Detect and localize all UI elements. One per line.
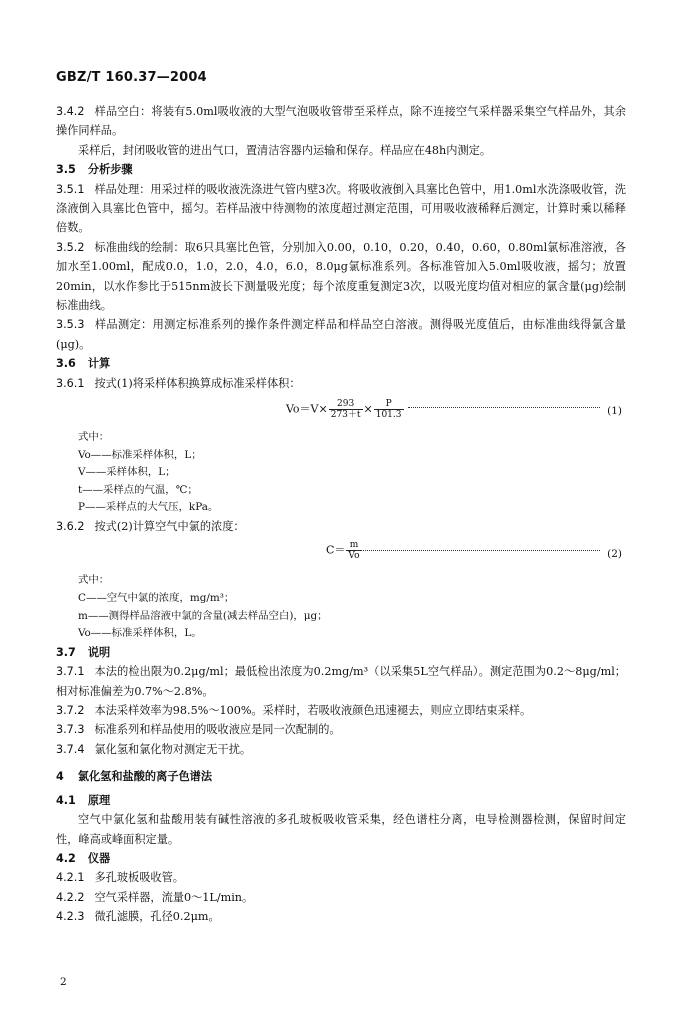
clause-paragraph [56,720,626,739]
formula-1-times: × [363,402,373,416]
clause-paragraph [56,374,626,393]
clause-text: 标准系列和样品使用的吸收液应是同一次配制的。 [94,723,341,737]
clause-text: 微孔滤膜，孔径0.2μm。 [94,910,220,924]
clause-paragraph [56,888,626,907]
formula-2-variable-definition: Vo——标准采样体积，L。 [78,627,202,640]
fraction-denominator: Vo [348,551,360,562]
formula-1-variable-definition: Vo——标准采样体积，L； [78,448,202,461]
formula-1-variable-definition: P——采样点的大气压，kPa。 [78,501,219,514]
document-body [56,102,626,927]
section-title: 原理 [87,793,111,807]
body-paragraph: 空气中氯化氢和盐酸用装有碱性溶液的多孔玻板吸收管采集，经色谱柱分离，电导检测器检测，保留时间定性，峰高或峰面积定量。 [56,813,626,846]
clause-paragraph [56,102,626,141]
formula-1-equation-number: (1) [607,405,622,418]
clause-text: 按式(1)将采样体积换算成标准采样体积： [94,376,301,390]
section-number: 3.7 [56,645,76,659]
body-paragraph: 采样后，封闭吸收管的进出气口，置清洁容器内运输和保存。样品应在48h内测定。 [78,143,492,157]
formula-1 [56,393,626,427]
clause-paragraph [56,662,626,701]
formula-1-variable-definition: t——采样点的气温，℃； [78,483,198,496]
section-title: 氯化氢和盐酸的离子色谱法 [77,770,213,784]
section-number: 4.1 [56,793,76,807]
fraction-denominator: 101.3 [375,410,402,421]
clause-paragraph [56,740,626,759]
standard-code-header: GBZ/T 160.37—2004 [56,70,207,85]
formula-1-leader-dots [408,407,600,408]
clause-text: 本法的检出限为0.2μg/ml；最低检出浓度为0.2mg/m³（以采集5L空气样品）。测定范围为0.2～8μg/ml；相对标准偏差为0.7%～2.8%。 [56,665,626,698]
clause-text: 样品处理：用采过样的吸收液洗涤进气管内壁3次。将吸收液倒入具塞比色管中，用1.0ml水洗涤吸收管，洗涤液倒入具塞比色管中，摇匀。若样品液中待测物的浓度超过测定范围，可用吸收液稀释后测定，计算时乘以稀释倍数。 [56,182,626,235]
formula-1-where-label: 式中： [78,431,110,444]
clause-number: 3.6.1 [56,376,85,390]
clause-text: 空气采样器，流量0～1L/min。 [94,890,254,904]
clause-number: 3.7.2 [56,704,85,718]
clause-number: 3.6.2 [56,520,85,534]
section-title: 分析步骤 [87,163,133,177]
clause-number: 3.5.2 [56,240,85,254]
clause-text: 多孔玻板吸收管。 [94,871,184,885]
section-heading [56,791,626,810]
clause-paragraph [56,868,626,887]
formula-2-where-label: 式中： [78,574,110,587]
clause-text: 氯化氢和氯化物对测定无干扰。 [94,742,252,756]
formula-2-lhs: C＝ [326,543,346,557]
section-heading [56,643,626,662]
section-heading [56,849,626,868]
formula-2-variable-definition: C——空气中氯的浓度，mg/m³； [78,592,235,605]
formula-2-variable-definition: m——测得样品溶液中氯的含量(减去样品空白)，μg； [78,609,328,622]
clause-number: 3.7.3 [56,723,85,737]
clause-paragraph [56,315,626,354]
section-number: 3.5 [56,163,76,177]
section-title: 计算 [87,357,111,371]
clause-text: 样品测定：用测定标准系列的操作条件测定样品和样品空白溶液。测得吸光度值后，由标准曲线得氯含量(μg)。 [56,318,626,351]
formula-1-variable-definition: V——采样体积，L； [78,466,176,479]
section-title: 说明 [87,645,111,659]
clause-number: 4.2.2 [56,890,85,904]
section-heading [56,160,626,179]
section-number: 3.6 [56,357,76,371]
clause-number: 4.2.3 [56,910,85,924]
section-title: 仪器 [87,851,111,865]
fraction-numerator: 293 [329,399,363,410]
clause-number: 3.5.3 [56,318,85,332]
section-heading [56,354,626,373]
fraction-numerator: P [374,399,404,410]
fraction-numerator: m [346,540,361,551]
section-number: 4 [56,770,64,784]
clause-number: 3.5.1 [56,182,85,196]
clause-paragraph [56,180,626,238]
clause-text: 标准曲线的绘制：取6只具塞比色管，分别加入0.00，0.10，0.20，0.40，0.60，0.80ml氯标准溶液，各加水至1.00ml，配成0.0，1.0，2.0，4.0，6.0，8.0μg氯标准系列。各标准管加入5.0ml吸收液，摇匀；放置20min，以水作参比于515nm波长下测量吸光度；每个浓度重复测定3次，以吸光度均值对相应的氯含量(μg)绘制标准曲线。 [56,240,626,313]
formula-1-fraction-temp [329,399,363,420]
formula-1-fraction-pressure [374,399,404,420]
clause-paragraph [56,701,626,720]
fraction-denominator: 273＋t [330,410,361,421]
formula-1-expression [286,399,405,420]
section-number: 4.2 [56,851,76,865]
clause-text: 样品空白：将装有5.0ml吸收液的大型气泡吸收管带至采样点，除不连接空气采样器采集空气样品外，其余操作同样品。 [56,105,626,138]
section-heading [56,767,626,786]
formula-2-equation-number: (2) [607,548,622,561]
clause-text: 按式(2)计算空气中氯的浓度： [94,520,245,534]
formula-1-lhs: Vo＝V× [286,402,328,416]
page-number: 2 [60,976,67,988]
clause-paragraph [56,517,626,536]
clause-paragraph [56,238,626,316]
clause-number: 4.2.1 [56,871,85,885]
clause-text: 本法采样效率为98.5%～100%。采样时，若吸收液颜色迅速褪去，则应立即结束采样。 [94,704,532,718]
clause-number: 3.4.2 [56,105,85,118]
clause-number: 3.7.4 [56,742,85,756]
clause-number: 3.7.1 [56,665,85,679]
clause-paragraph [56,907,626,926]
formula-2 [56,536,626,570]
formula-2-leader-dots [356,550,600,551]
